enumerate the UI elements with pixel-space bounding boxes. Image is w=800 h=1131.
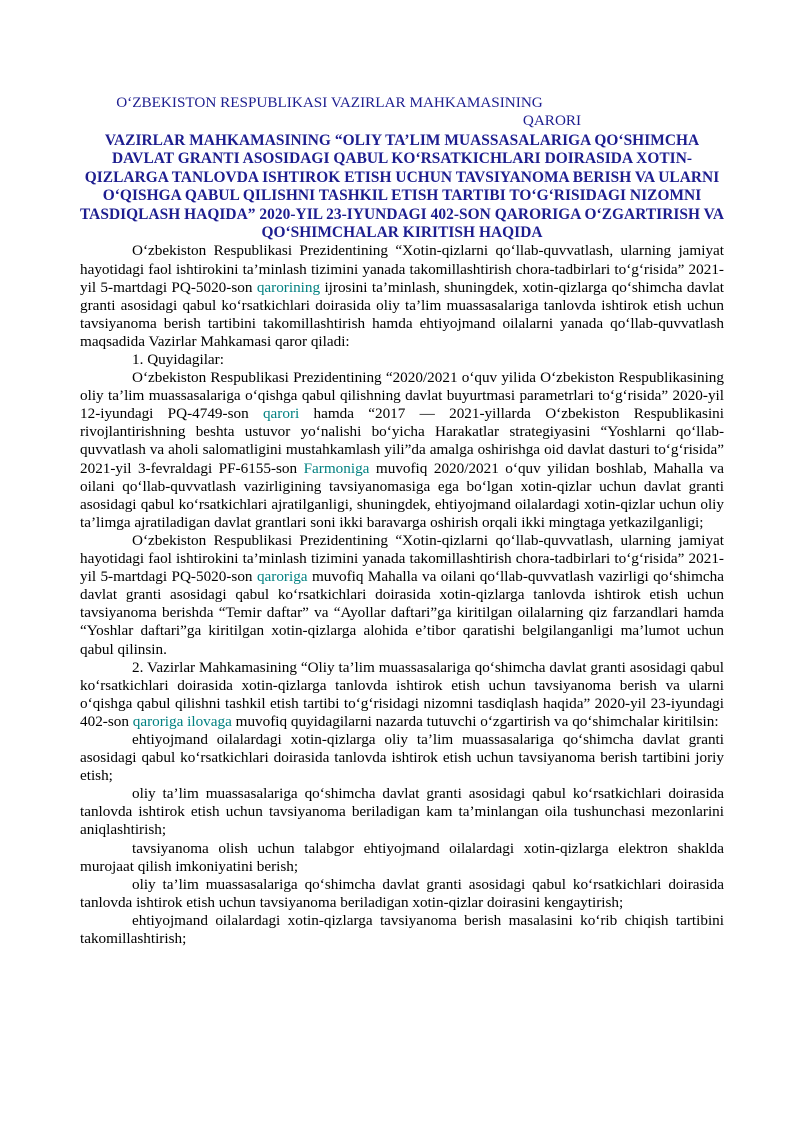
- clause-2-item-4: oliy ta’lim muassasalariga qo‘shimcha davlat granti asosidagi qabul ko‘rsatkichlari doirasida tanlovda ishtirok etish uchun tavsiyanoma beriladigan xotin-qizlar doirasini kengaytirish;: [80, 875, 724, 911]
- document-title: VAZIRLAR MAHKAMASINING “OLIY TA’LIM MUASSASALARIGA QO‘SHIMCHA DAVLAT GRANTI ASOSIDAGI QABUL KO‘RSATKICHLARI DOIRASIDA XOTIN-QIZLARGA TANLOVDA ISHTIROK ETISH UCHUN TAVSIYANOMA BERISH VA ULARNI O‘QISHGA QABUL QILISHNI TASHKIL ETISH TARTIBI TO‘G‘RISIDAGI NIZOMNI TASDIQLASH HAQIDA” 2020-YIL 23-IYUNDAGI 402-SON QARORIGA O‘ZGARTIRISH VA QO‘SHIMCHALAR KIRITISH HAQIDA: [80, 132, 724, 242]
- text-run: muvofiq quyidagilarni nazarda tutuvchi o‘zgartirish va qo‘shimchalar kiritilsin:: [231, 712, 719, 730]
- text-run: O‘zbekiston Respublikasi Prezidentining “Xotin-qizlarni qo‘llab-quvvatlash, ularning jamiyat hayotidagi faol ishtirokini ta’minlash tizimini yanada takomillashtirish chora-tadbirlari to‘g‘risida” 2021-yil 5-martdagi PQ-5020-son: [80, 242, 724, 296]
- clause-2-item-5: ehtiyojmand oilalardagi xotin-qizlarga tavsiyanoma berish masalasini ko‘rib chiqish tartibini takomillashtirish;: [80, 911, 724, 947]
- link-ilovaga[interactable]: ilovaga: [187, 712, 232, 730]
- clause-1-item-1: [80, 369, 724, 532]
- authority-line-2: QARORI: [522, 112, 582, 129]
- link-qarorining[interactable]: qarorining: [256, 278, 321, 296]
- link-qaroriga[interactable]: qaroriga: [256, 568, 308, 586]
- issuing-authority: [80, 94, 724, 130]
- document-page: [80, 94, 724, 948]
- link-qarori[interactable]: qarori: [262, 405, 300, 423]
- text-run: muvofiq 2020/2021 o‘quv yilidan boshlab, Mahalla va oilani qo‘llab-quvvatlash vazirligining tavsiyanomasiga ega bo‘lgan xotin-qizlar uchun davlat granti asosidagi qabul ko‘rsatkichlari ajratilganligi, shuningdek, ehtiyojmand oilalardagi xotin-qizlar uchun oliy ta’limga ajratiladigan davlat grantlari soni ikki baravarga oshirish orqali ikki mingtaga yetkazilganligi;: [80, 459, 724, 531]
- clause-1-item-2: [80, 532, 724, 659]
- link-farmoniga[interactable]: Farmoniga: [303, 459, 370, 477]
- clause-2-item-3: tavsiyanoma olish uchun talabgor ehtiyojmand oilalardagi xotin-qizlarga elektron shaklda murojaat qilish imkoniyatini berish;: [80, 839, 724, 875]
- clause-1-heading: 1. Quyidagilar:: [132, 351, 224, 368]
- text-run: 2. Vazirlar Mahkamasining “Oliy ta’lim muassasalariga qo‘shimcha davlat granti asosidagi qabul ko‘rsatkichlari doirasida xotin-qizlarga tanlovda ishtirok etish uchun tavsiyanoma berish va ularni o‘qishga qabul qilishni tashkil etish tartibi to‘g‘risidagi nizomni tasdiqlash haqida” 2020-yil 23-iyundagi 402-son: [80, 658, 724, 730]
- preamble-paragraph: [80, 242, 724, 351]
- text-run: hamda “2017 — 2021-yillarda O‘zbekiston Respublikasini rivojlantirishning beshta ustuvor yo‘nalishi bo‘yicha Harakatlar strategiyasini “Yoshlarni qo‘llab-quvvatlash va aholi salomatligini mustahkamlash yili”da amalga oshirishga oid davlat dasturi to‘g‘risida” 2021-yil 3-fevraldagi PF-6155-son: [80, 405, 724, 477]
- text-run: ijrosini ta’minlash, shuningdek, xotin-qizlarga qo‘shimcha davlat granti asosidagi qabul ko‘rsatkichlari doirasida oliy ta’lim muassasalariga tanlovda ishtirok etish uchun tavsiyanoma berish tartibini takomillashtirish hamda ehtiyojmand oilalarni yanada qo‘llab-quvvatlash maqsadida Vazirlar Mahkamasi qaror qiladi:: [80, 278, 724, 350]
- text-run: O‘zbekiston Respublikasi Prezidentining “Xotin-qizlarni qo‘llab-quvvatlash, ularning jamiyat hayotidagi faol ishtirokini ta’minlash tizimini yanada takomillashtirish chora-tadbirlari to‘g‘risida” 2021-yil 5-martdagi PQ-5020-son: [80, 531, 724, 586]
- clause-2-paragraph: [80, 659, 724, 731]
- authority-line-1: O‘ZBEKISTON RESPUBLIKASI VAZIRLAR MAHKAMASINING: [116, 94, 543, 111]
- text-run: muvofiq Mahalla va oilani qo‘llab-quvvatlash vazirligi qo‘shimcha davlat granti asosidagi qabul ko‘rsatkichlari doirasida xotin-qizlarga tanlovda ishtirok etish uchun tavsiyanoma berishda “Temir daftar” va “Ayollar daftari”ga kiritilgan oilalarning qiz farzandlari hamda “Yoshlar daftari”ga kiritilgan xotin-qizlarga alohida e’tibor qaratishi belgilanganligi ma’lumot uchun qabul qilinsin.: [80, 568, 724, 658]
- clause-2-item-1: ehtiyojmand oilalardagi xotin-qizlarga oliy ta’lim muassasalariga qo‘shimcha davlat granti asosidagi qabul ko‘rsatkichlari doirasida tanlovda ishtirok etish uchun tavsiyanoma berish tartibini joriy etish;: [80, 730, 724, 785]
- link-qaroriga-2[interactable]: qaroriga: [132, 712, 184, 730]
- clause-2-item-2: oliy ta’lim muassasalariga qo‘shimcha davlat granti asosidagi qabul ko‘rsatkichlari doirasida tanlovda ishtirok etish uchun tavsiyanoma beriladigan kam ta’minlangan oila tushunchasi mezonlarini aniqlashtirish;: [80, 785, 724, 839]
- text-run: O‘zbekiston Respublikasi Prezidentining “2020/2021 o‘quv yilida O‘zbekiston Respublikasining oliy ta’lim muassasalariga o‘qishga qabul qilishning davlat buyurtmasi parametrlari to‘g‘risida” 2020-yil 12-iyundagi PQ-4749-son: [80, 369, 724, 423]
